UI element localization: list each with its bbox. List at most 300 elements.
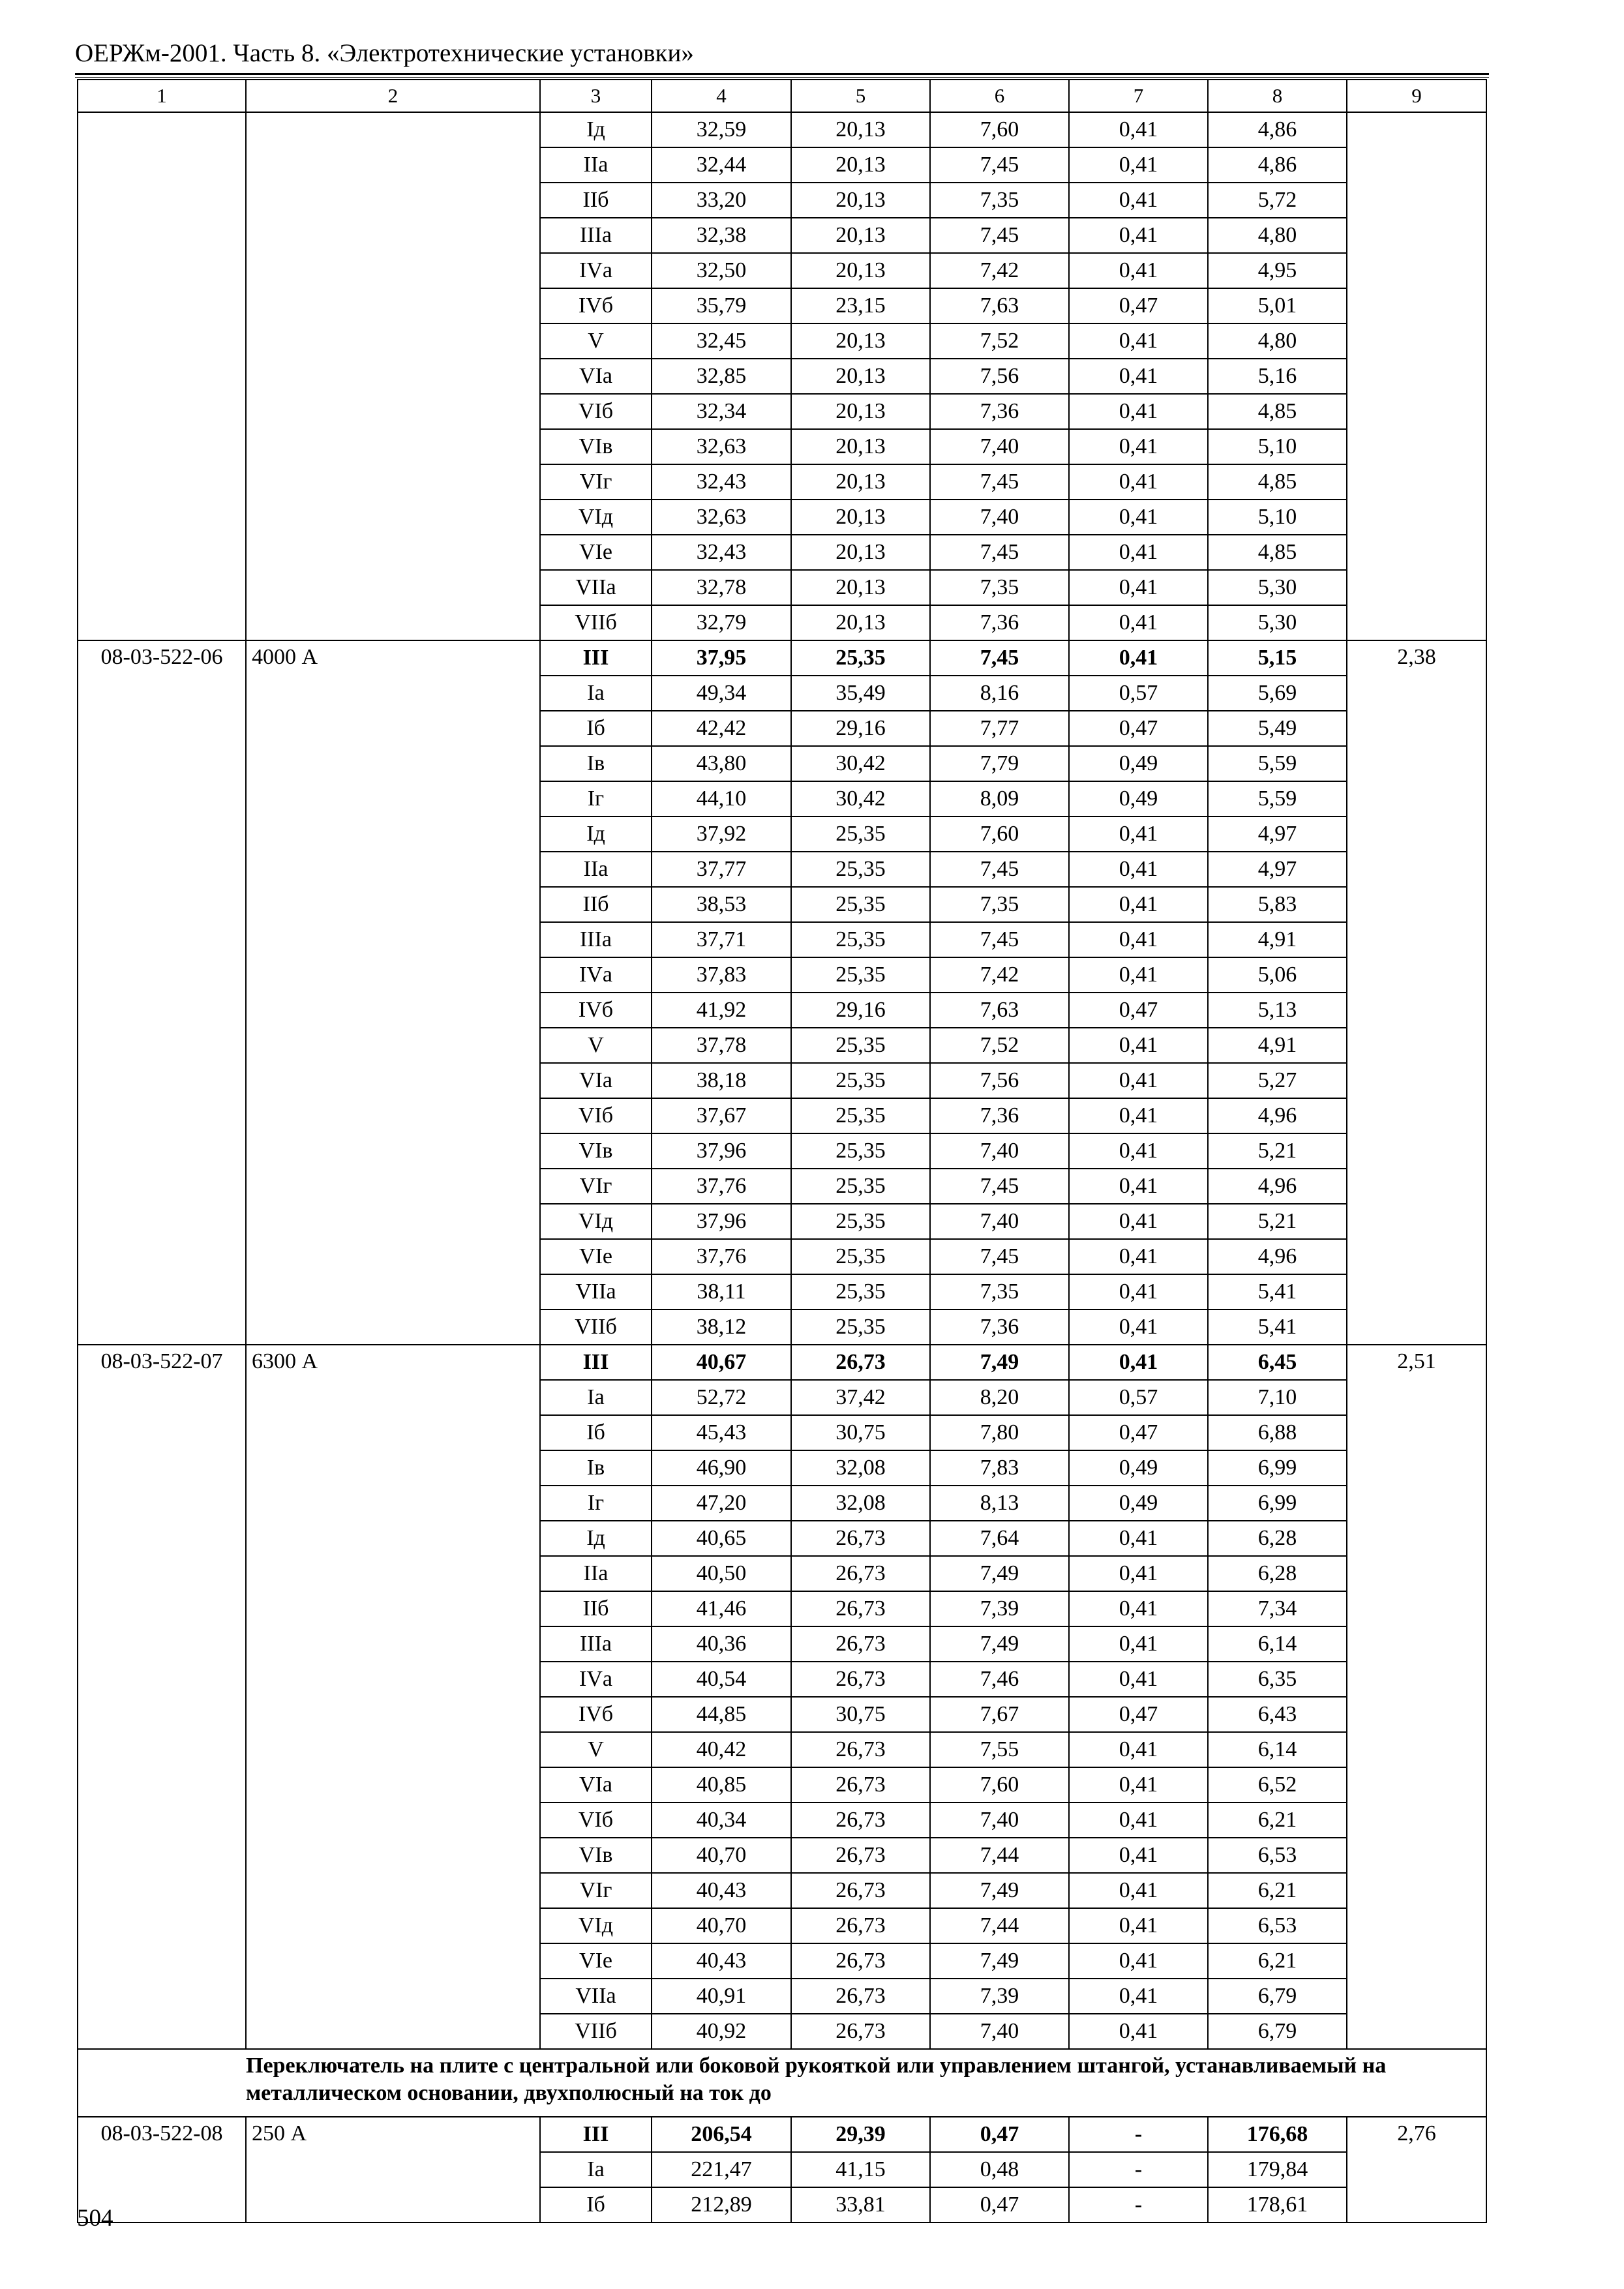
column-number: 6 [930,80,1069,112]
wages-cell: 26,73 [791,1345,930,1380]
operator-wages-cell: 0,41 [1069,429,1208,464]
wages-cell: 30,75 [791,1697,930,1732]
machine-cost-cell: 0,47 [930,2187,1069,2222]
operator-wages-cell: - [1069,2117,1208,2152]
zone-cell: VIд [540,500,652,535]
operator-wages-cell: 0,41 [1069,147,1208,183]
wages-cell: 32,08 [791,1486,930,1521]
materials-cost-cell: 5,30 [1208,605,1347,640]
machine-cost-cell: 7,44 [930,1908,1069,1943]
operator-wages-cell: 0,41 [1069,1767,1208,1803]
labor-cost-cell: 2,38 [1347,640,1486,1345]
machine-cost-cell: 7,63 [930,288,1069,323]
wages-cell: 25,35 [791,1063,930,1098]
machine-cost-cell: 7,45 [930,922,1069,957]
machine-cost-cell: 7,49 [930,1873,1069,1908]
operator-wages-cell: 0,41 [1069,1098,1208,1133]
total-cost-cell: 32,43 [652,464,791,500]
materials-cost-cell: 4,97 [1208,816,1347,852]
wages-cell: 25,35 [791,1204,930,1239]
materials-cost-cell: 6,14 [1208,1626,1347,1662]
zone-cell: Iв [540,1450,652,1486]
machine-cost-cell: 8,09 [930,781,1069,816]
total-cost-cell: 40,92 [652,2014,791,2049]
operator-wages-cell: 0,57 [1069,1380,1208,1415]
total-cost-cell: 37,92 [652,816,791,852]
operator-wages-cell: 0,41 [1069,2014,1208,2049]
machine-cost-cell: 7,40 [930,429,1069,464]
operator-wages-cell: 0,41 [1069,1274,1208,1309]
materials-cost-cell: 5,41 [1208,1309,1347,1345]
zone-cell: III [540,2117,652,2152]
wages-cell: 20,13 [791,605,930,640]
wages-cell: 26,73 [791,1943,930,1979]
materials-cost-cell: 5,72 [1208,183,1347,218]
total-cost-cell: 37,95 [652,640,791,676]
item-code: 08-03-522-06 [78,640,246,1345]
operator-wages-cell: 0,41 [1069,1063,1208,1098]
total-cost-cell: 38,11 [652,1274,791,1309]
machine-cost-cell: 7,60 [930,816,1069,852]
wages-cell: 30,42 [791,781,930,816]
zone-cell: VIа [540,1767,652,1803]
item-name: 6300 А [246,1345,540,2049]
wages-cell: 25,35 [791,1028,930,1063]
zone-cell: Iа [540,2152,652,2187]
machine-cost-cell: 7,60 [930,112,1069,147]
materials-cost-cell: 4,80 [1208,218,1347,253]
materials-cost-cell: 5,27 [1208,1063,1347,1098]
column-number: 8 [1208,80,1347,112]
materials-cost-cell: 4,85 [1208,394,1347,429]
machine-cost-cell: 7,80 [930,1415,1069,1450]
operator-wages-cell: 0,57 [1069,676,1208,711]
wages-cell: 20,13 [791,183,930,218]
materials-cost-cell: 6,21 [1208,1943,1347,1979]
materials-cost-cell: 6,79 [1208,2014,1347,2049]
machine-cost-cell: 0,47 [930,2117,1069,2152]
total-cost-cell: 40,54 [652,1662,791,1697]
total-cost-cell: 37,77 [652,852,791,887]
materials-cost-cell: 4,86 [1208,147,1347,183]
materials-cost-cell: 6,21 [1208,1803,1347,1838]
wages-cell: 37,42 [791,1380,930,1415]
materials-cost-cell: 176,68 [1208,2117,1347,2152]
rates-table [77,79,1487,2223]
zone-cell: IIа [540,1556,652,1591]
zone-cell: IIIа [540,218,652,253]
total-cost-cell: 40,70 [652,1838,791,1873]
zone-cell: VIд [540,1908,652,1943]
wages-cell: 29,39 [791,2117,930,2152]
zone-cell: IIб [540,887,652,922]
wages-cell: 20,13 [791,218,930,253]
zone-cell: VIа [540,359,652,394]
wages-cell: 20,13 [791,570,930,605]
materials-cost-cell: 6,45 [1208,1345,1347,1380]
total-cost-cell: 32,59 [652,112,791,147]
wages-cell: 20,13 [791,464,930,500]
materials-cost-cell: 4,95 [1208,253,1347,288]
total-cost-cell: 32,34 [652,394,791,429]
machine-cost-cell: 7,49 [930,1626,1069,1662]
wages-cell: 20,13 [791,394,930,429]
machine-cost-cell: 7,45 [930,640,1069,676]
wages-cell: 25,35 [791,1169,930,1204]
operator-wages-cell: 0,47 [1069,1697,1208,1732]
zone-cell: IIIа [540,922,652,957]
zone-cell: V [540,1732,652,1767]
total-cost-cell: 40,43 [652,1873,791,1908]
column-number: 4 [652,80,791,112]
column-number: 5 [791,80,930,112]
zone-cell: VIв [540,429,652,464]
zone-cell: Iб [540,711,652,746]
machine-cost-cell: 7,36 [930,394,1069,429]
operator-wages-cell: 0,41 [1069,887,1208,922]
column-number-row [78,80,1486,112]
total-cost-cell: 37,78 [652,1028,791,1063]
materials-cost-cell: 4,96 [1208,1098,1347,1133]
operator-wages-cell: 0,41 [1069,1943,1208,1979]
materials-cost-cell: 6,28 [1208,1556,1347,1591]
materials-cost-cell: 179,84 [1208,2152,1347,2187]
materials-cost-cell: 5,21 [1208,1133,1347,1169]
machine-cost-cell: 7,44 [930,1838,1069,1873]
machine-cost-cell: 7,35 [930,887,1069,922]
machine-cost-cell: 7,45 [930,147,1069,183]
zone-cell: VIIа [540,1274,652,1309]
machine-cost-cell: 7,49 [930,1345,1069,1380]
operator-wages-cell: 0,47 [1069,711,1208,746]
table-row [78,2117,1486,2152]
wages-cell: 25,35 [791,1239,930,1274]
machine-cost-cell: 7,40 [930,1803,1069,1838]
zone-cell: Iг [540,1486,652,1521]
materials-cost-cell: 7,34 [1208,1591,1347,1626]
materials-cost-cell: 6,35 [1208,1662,1347,1697]
wages-cell: 26,73 [791,1626,930,1662]
materials-cost-cell: 6,99 [1208,1450,1347,1486]
wages-cell: 25,35 [791,1309,930,1345]
section-spacer [78,2049,246,2117]
wages-cell: 25,35 [791,1274,930,1309]
total-cost-cell: 32,50 [652,253,791,288]
operator-wages-cell: 0,41 [1069,394,1208,429]
machine-cost-cell: 7,64 [930,1521,1069,1556]
operator-wages-cell: 0,41 [1069,1133,1208,1169]
machine-cost-cell: 7,42 [930,957,1069,993]
machine-cost-cell: 7,45 [930,1169,1069,1204]
materials-cost-cell: 4,85 [1208,464,1347,500]
total-cost-cell: 41,92 [652,993,791,1028]
operator-wages-cell: 0,41 [1069,1309,1208,1345]
materials-cost-cell: 4,80 [1208,323,1347,359]
machine-cost-cell: 7,42 [930,253,1069,288]
total-cost-cell: 32,43 [652,535,791,570]
materials-cost-cell: 6,14 [1208,1732,1347,1767]
operator-wages-cell: 0,41 [1069,500,1208,535]
total-cost-cell: 37,83 [652,957,791,993]
zone-cell: VIб [540,1098,652,1133]
total-cost-cell: 40,85 [652,1767,791,1803]
total-cost-cell: 52,72 [652,1380,791,1415]
section-heading: Переключатель на плите с центральной или боковой рукояткой или управлением штангой, устанавливаемый на металлическом основании, двухполюсный на ток до [246,2049,1486,2117]
machine-cost-cell: 7,56 [930,1063,1069,1098]
total-cost-cell: 38,53 [652,887,791,922]
total-cost-cell: 40,43 [652,1943,791,1979]
zone-cell: Iд [540,816,652,852]
wages-cell: 25,35 [791,922,930,957]
total-cost-cell: 32,63 [652,429,791,464]
operator-wages-cell: 0,49 [1069,1486,1208,1521]
wages-cell: 26,73 [791,1591,930,1626]
page-header [75,38,1489,78]
materials-cost-cell: 6,43 [1208,1697,1347,1732]
zone-cell: VIв [540,1133,652,1169]
operator-wages-cell: 0,41 [1069,535,1208,570]
total-cost-cell: 46,90 [652,1450,791,1486]
operator-wages-cell: 0,41 [1069,183,1208,218]
operator-wages-cell: 0,47 [1069,993,1208,1028]
total-cost-cell: 32,63 [652,500,791,535]
operator-wages-cell: 0,41 [1069,112,1208,147]
total-cost-cell: 43,80 [652,746,791,781]
zone-cell: V [540,323,652,359]
item-code: 08-03-522-07 [78,1345,246,2049]
wages-cell: 26,73 [791,1873,930,1908]
total-cost-cell: 35,79 [652,288,791,323]
wages-cell: 25,35 [791,957,930,993]
zone-cell: VIе [540,1943,652,1979]
total-cost-cell: 47,20 [652,1486,791,1521]
operator-wages-cell: 0,41 [1069,1662,1208,1697]
machine-cost-cell: 7,45 [930,464,1069,500]
column-number: 3 [540,80,652,112]
zone-cell: Iд [540,112,652,147]
zone-cell: VIIа [540,1979,652,2014]
operator-wages-cell: 0,41 [1069,922,1208,957]
zone-cell: VIе [540,1239,652,1274]
materials-cost-cell: 7,10 [1208,1380,1347,1415]
total-cost-cell: 212,89 [652,2187,791,2222]
wages-cell: 20,13 [791,323,930,359]
total-cost-cell: 40,36 [652,1626,791,1662]
wages-cell: 26,73 [791,2014,930,2049]
operator-wages-cell: 0,41 [1069,1626,1208,1662]
operator-wages-cell: 0,41 [1069,816,1208,852]
operator-wages-cell: 0,41 [1069,570,1208,605]
total-cost-cell: 37,67 [652,1098,791,1133]
materials-cost-cell: 5,16 [1208,359,1347,394]
total-cost-cell: 37,76 [652,1169,791,1204]
total-cost-cell: 45,43 [652,1415,791,1450]
operator-wages-cell: 0,41 [1069,1873,1208,1908]
machine-cost-cell: 7,45 [930,218,1069,253]
operator-wages-cell: - [1069,2152,1208,2187]
wages-cell: 20,13 [791,535,930,570]
wages-cell: 29,16 [791,711,930,746]
zone-cell: Iа [540,1380,652,1415]
total-cost-cell: 38,12 [652,1309,791,1345]
materials-cost-cell: 6,21 [1208,1873,1347,1908]
wages-cell: 23,15 [791,288,930,323]
total-cost-cell: 32,38 [652,218,791,253]
materials-cost-cell: 5,21 [1208,1204,1347,1239]
total-cost-cell: 40,65 [652,1521,791,1556]
machine-cost-cell: 7,52 [930,1028,1069,1063]
machine-cost-cell: 7,83 [930,1450,1069,1486]
zone-cell: VIе [540,535,652,570]
materials-cost-cell: 6,99 [1208,1486,1347,1521]
total-cost-cell: 37,96 [652,1204,791,1239]
machine-cost-cell: 7,40 [930,1133,1069,1169]
zone-cell: Iв [540,746,652,781]
operator-wages-cell: 0,41 [1069,359,1208,394]
machine-cost-cell: 7,36 [930,1309,1069,1345]
total-cost-cell: 44,10 [652,781,791,816]
machine-cost-cell: 8,20 [930,1380,1069,1415]
materials-cost-cell: 5,10 [1208,429,1347,464]
machine-cost-cell: 7,77 [930,711,1069,746]
total-cost-cell: 40,34 [652,1803,791,1838]
operator-wages-cell: 0,41 [1069,1028,1208,1063]
materials-cost-cell: 5,06 [1208,957,1347,993]
operator-wages-cell: 0,41 [1069,1345,1208,1380]
machine-cost-cell: 7,56 [930,359,1069,394]
wages-cell: 26,73 [791,1979,930,2014]
wages-cell: 25,35 [791,887,930,922]
wages-cell: 25,35 [791,852,930,887]
zone-cell: VIб [540,394,652,429]
materials-cost-cell: 5,49 [1208,711,1347,746]
operator-wages-cell: 0,49 [1069,781,1208,816]
machine-cost-cell: 7,45 [930,1239,1069,1274]
zone-cell: IVа [540,253,652,288]
machine-cost-cell: 7,46 [930,1662,1069,1697]
machine-cost-cell: 0,48 [930,2152,1069,2187]
total-cost-cell: 40,91 [652,1979,791,2014]
item-name [246,112,540,640]
zone-cell: IIа [540,852,652,887]
zone-cell: IVб [540,288,652,323]
machine-cost-cell: 7,35 [930,183,1069,218]
materials-cost-cell: 5,59 [1208,781,1347,816]
column-number: 2 [246,80,540,112]
zone-cell: VIIа [540,570,652,605]
wages-cell: 26,73 [791,1521,930,1556]
materials-cost-cell: 6,28 [1208,1521,1347,1556]
wages-cell: 20,13 [791,253,930,288]
labor-cost-cell [1347,112,1486,640]
wages-cell: 29,16 [791,993,930,1028]
operator-wages-cell: 0,41 [1069,1732,1208,1767]
materials-cost-cell: 4,96 [1208,1239,1347,1274]
total-cost-cell: 41,46 [652,1591,791,1626]
wages-cell: 33,81 [791,2187,930,2222]
zone-cell: VIа [540,1063,652,1098]
page-number: 504 [77,2205,113,2232]
machine-cost-cell: 7,49 [930,1556,1069,1591]
materials-cost-cell: 5,83 [1208,887,1347,922]
total-cost-cell: 40,70 [652,1908,791,1943]
total-cost-cell: 221,47 [652,2152,791,2187]
machine-cost-cell: 7,40 [930,2014,1069,2049]
total-cost-cell: 32,79 [652,605,791,640]
materials-cost-cell: 6,52 [1208,1767,1347,1803]
materials-cost-cell: 4,91 [1208,922,1347,957]
total-cost-cell: 32,78 [652,570,791,605]
wages-cell: 25,35 [791,1098,930,1133]
document-title: ОЕРЖм-2001. Часть 8. «Электротехнические установки» [75,39,694,67]
total-cost-cell: 32,85 [652,359,791,394]
machine-cost-cell: 7,35 [930,570,1069,605]
wages-cell: 20,13 [791,500,930,535]
zone-cell: VIд [540,1204,652,1239]
labor-cost-cell: 2,51 [1347,1345,1486,2049]
wages-cell: 35,49 [791,676,930,711]
wages-cell: 26,73 [791,1908,930,1943]
operator-wages-cell: 0,41 [1069,1556,1208,1591]
zone-cell: IIIа [540,1626,652,1662]
wages-cell: 25,35 [791,640,930,676]
wages-cell: 25,35 [791,816,930,852]
operator-wages-cell: 0,41 [1069,464,1208,500]
operator-wages-cell: - [1069,2187,1208,2222]
operator-wages-cell: 0,41 [1069,957,1208,993]
wages-cell: 26,73 [791,1838,930,1873]
materials-cost-cell: 5,30 [1208,570,1347,605]
operator-wages-cell: 0,47 [1069,1415,1208,1450]
materials-cost-cell: 4,97 [1208,852,1347,887]
operator-wages-cell: 0,41 [1069,323,1208,359]
materials-cost-cell: 5,15 [1208,640,1347,676]
materials-cost-cell: 5,59 [1208,746,1347,781]
zone-cell: IIа [540,147,652,183]
materials-cost-cell: 4,91 [1208,1028,1347,1063]
machine-cost-cell: 7,45 [930,852,1069,887]
labor-cost-cell: 2,76 [1347,2117,1486,2222]
materials-cost-cell: 6,79 [1208,1979,1347,2014]
total-cost-cell: 40,42 [652,1732,791,1767]
item-code [78,112,246,640]
materials-cost-cell: 178,61 [1208,2187,1347,2222]
operator-wages-cell: 0,41 [1069,605,1208,640]
machine-cost-cell: 7,45 [930,535,1069,570]
total-cost-cell: 44,85 [652,1697,791,1732]
operator-wages-cell: 0,49 [1069,1450,1208,1486]
materials-cost-cell: 5,01 [1208,288,1347,323]
wages-cell: 26,73 [791,1662,930,1697]
total-cost-cell: 40,67 [652,1345,791,1380]
header-rule-thin [75,77,1489,78]
operator-wages-cell: 0,41 [1069,1591,1208,1626]
wages-cell: 26,73 [791,1803,930,1838]
wages-cell: 20,13 [791,147,930,183]
total-cost-cell: 38,18 [652,1063,791,1098]
table-row [78,1345,1486,1380]
zone-cell: Iб [540,2187,652,2222]
materials-cost-cell: 6,53 [1208,1908,1347,1943]
column-number: 1 [78,80,246,112]
zone-cell: V [540,1028,652,1063]
zone-cell: Iа [540,676,652,711]
table-row [78,640,1486,676]
machine-cost-cell: 7,40 [930,500,1069,535]
total-cost-cell: 37,76 [652,1239,791,1274]
zone-cell: IVа [540,957,652,993]
operator-wages-cell: 0,41 [1069,1521,1208,1556]
